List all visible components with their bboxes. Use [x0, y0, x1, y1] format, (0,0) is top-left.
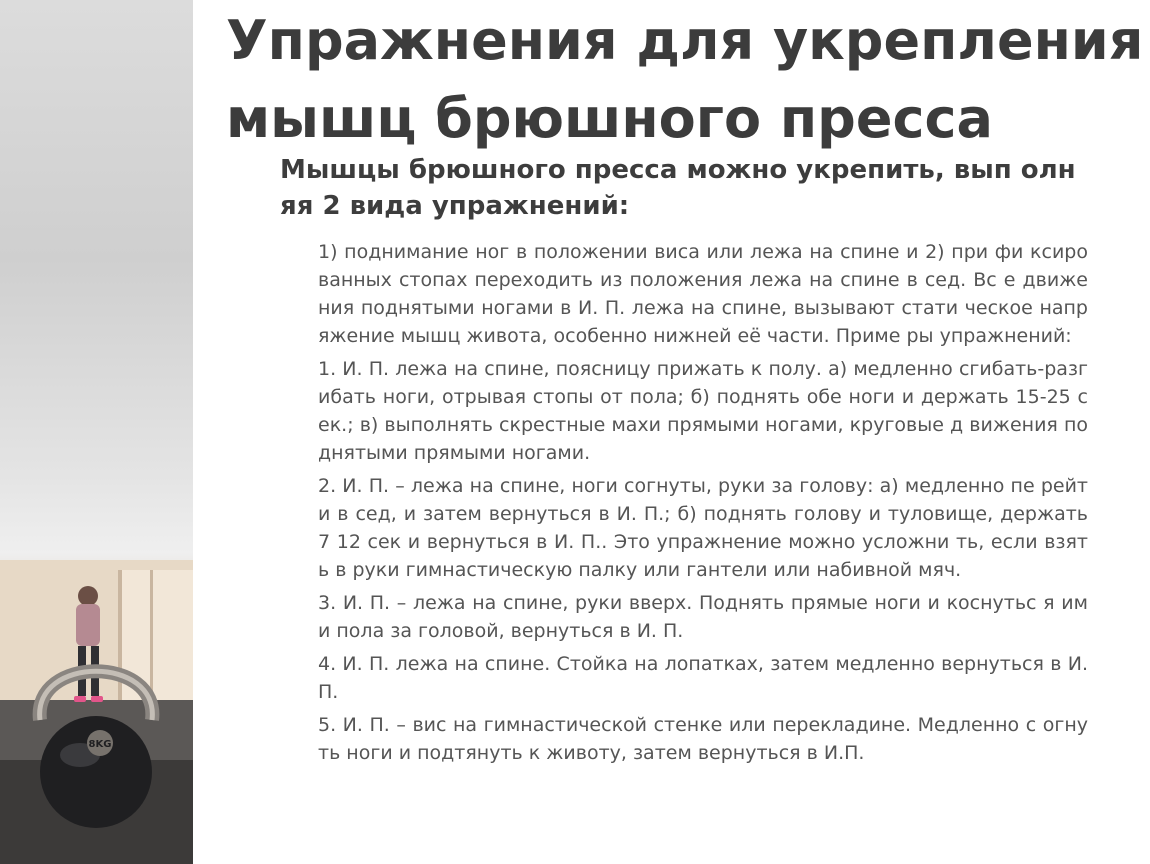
intro-paragraph: 1) поднимание ног в положении виса или лежа на спине и 2) при фи ксированных стопах переходить из положения лежа на спине в сед. Вс е движения поднятыми ногами в И. П. лежа на спине, вызывают стати ческое напряжение мышц живота, особенно нижней её части. Приме ры упражнений:	[318, 241, 1088, 347]
side-photo-strip	[0, 0, 193, 864]
exercise-list	[318, 238, 1088, 772]
exercise-item-1: 1. И. П. лежа на спине, поясницу прижать к полу. а) медленно сгибать-разгибать ноги, отрывая стопы от пола; б) поднять обе ноги и держать 15-25 сек.; в) выполнять скрестные махи прямыми ногами, круговые д вижения поднятыми прямыми ногами.	[318, 358, 1088, 464]
slide-subtitle: Мышцы брюшного пресса можно укрепить, вып олняя 2 вида упражнений:	[280, 155, 1076, 221]
exercise-item-4: 4. И. П. лежа на спине. Стойка на лопатках, затем медленно вернуться в И.П.	[318, 653, 1088, 703]
kettlebell-label: 8KG	[88, 739, 112, 750]
exercise-item-3: 3. И. П. – лежа на спине, руки вверх. Поднять прямые ноги и коснутьс я ими пола за головой, вернуться в И. П.	[318, 592, 1088, 642]
slide-title: Упражнения для укрепления мышц брюшного пресса	[226, 9, 1144, 150]
kettlebell-gym-photo	[0, 560, 193, 864]
exercise-item-2: 2. И. П. – лежа на спине, ноги согнуты, руки за голову: а) медленно пе рейти в сед, и затем вернуться в И. П.; б) поднять голову и туловище, держать 7 12 сек и вернуться в И. П.. Это упражнение можно усложни ть, если взять в руки гимнастическую палку или гантели или набивной мяч.	[318, 475, 1088, 581]
exercise-item-5: 5. И. П. – вис на гимнастической стенке или перекладине. Медленно с огнуть ноги и подтянуть к животу, затем вернуться в И.П.	[318, 714, 1088, 764]
